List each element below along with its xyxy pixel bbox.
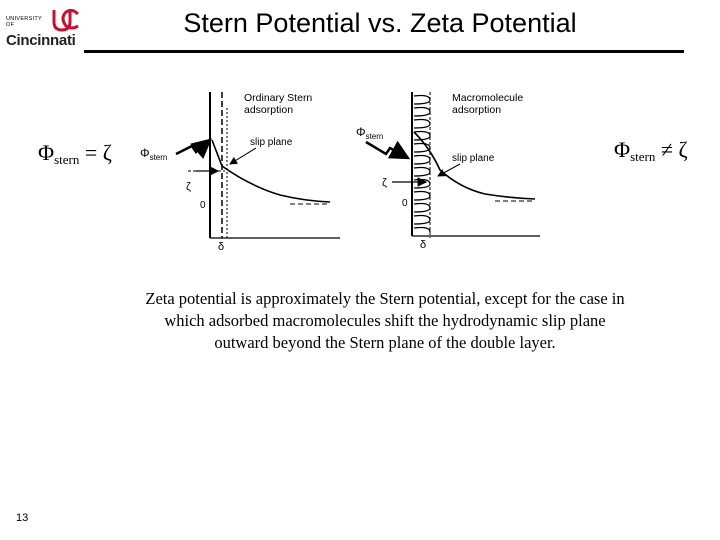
- equation-stern-equals-zeta: [38, 140, 112, 168]
- right-slip-arrow: [438, 164, 460, 176]
- page-number: 13: [16, 512, 29, 524]
- left-potential-curve: [212, 140, 330, 202]
- left-phi-sub: stern: [149, 153, 168, 162]
- right-phi-symbol: Φ: [356, 125, 366, 139]
- left-delta-label: δ: [218, 241, 225, 253]
- right-panel: [356, 92, 540, 251]
- left-zeta-label: ζ: [186, 181, 191, 193]
- right-zero-label: 0: [402, 198, 408, 209]
- uc-logo-icon: [50, 8, 80, 34]
- left-slip-arrow: [230, 148, 256, 164]
- university-logo: [4, 6, 86, 50]
- eq-left-rel: = ζ: [79, 140, 112, 165]
- potential-diagram: [130, 88, 600, 263]
- right-phi-sub: stern: [365, 132, 384, 141]
- right-delta-label: δ: [420, 239, 427, 251]
- right-potential-curve: [414, 132, 535, 199]
- right-phi-arrow: [366, 142, 408, 158]
- eq-right-phi: Φ: [614, 137, 631, 162]
- right-zeta-label: ζ: [382, 177, 387, 189]
- left-phi-symbol: Φ: [140, 146, 150, 160]
- slide-title: Stern Potential vs. Zeta Potential: [183, 8, 577, 38]
- logo-city-text: Cincinnati: [6, 32, 76, 49]
- right-heading-1: Macromolecule: [452, 92, 524, 104]
- logo-university-text: UNIVERSITY OF: [6, 16, 42, 28]
- macromolecule-layer: [414, 96, 430, 233]
- right-heading-2: adsorption: [452, 104, 502, 116]
- left-heading-2: adsorption: [244, 104, 294, 116]
- eq-right-sub: stern: [630, 149, 656, 164]
- left-heading-1: Ordinary Stern: [244, 92, 313, 104]
- eq-left-sub: stern: [54, 152, 80, 167]
- left-phi-arrow: [176, 140, 210, 154]
- right-phi-label: [356, 125, 383, 141]
- left-phi-label: [140, 146, 167, 162]
- caption-text: Zeta potential is approximately the Stern potential, except for the case in which adsorbed macromolecules shift the hydrodynamic slip plane outward beyond the Stern plane of the double layer.: [145, 289, 625, 352]
- left-slip-label: slip plane: [250, 137, 293, 148]
- title-underline: [84, 50, 684, 53]
- equation-stern-not-equals-zeta: [614, 137, 688, 165]
- eq-right-rel: ≠ ζ: [655, 137, 688, 162]
- left-panel: [140, 92, 340, 253]
- left-zero-label: 0: [200, 200, 206, 211]
- right-slip-label: slip plane: [452, 153, 495, 164]
- eq-left-phi: Φ: [38, 140, 55, 165]
